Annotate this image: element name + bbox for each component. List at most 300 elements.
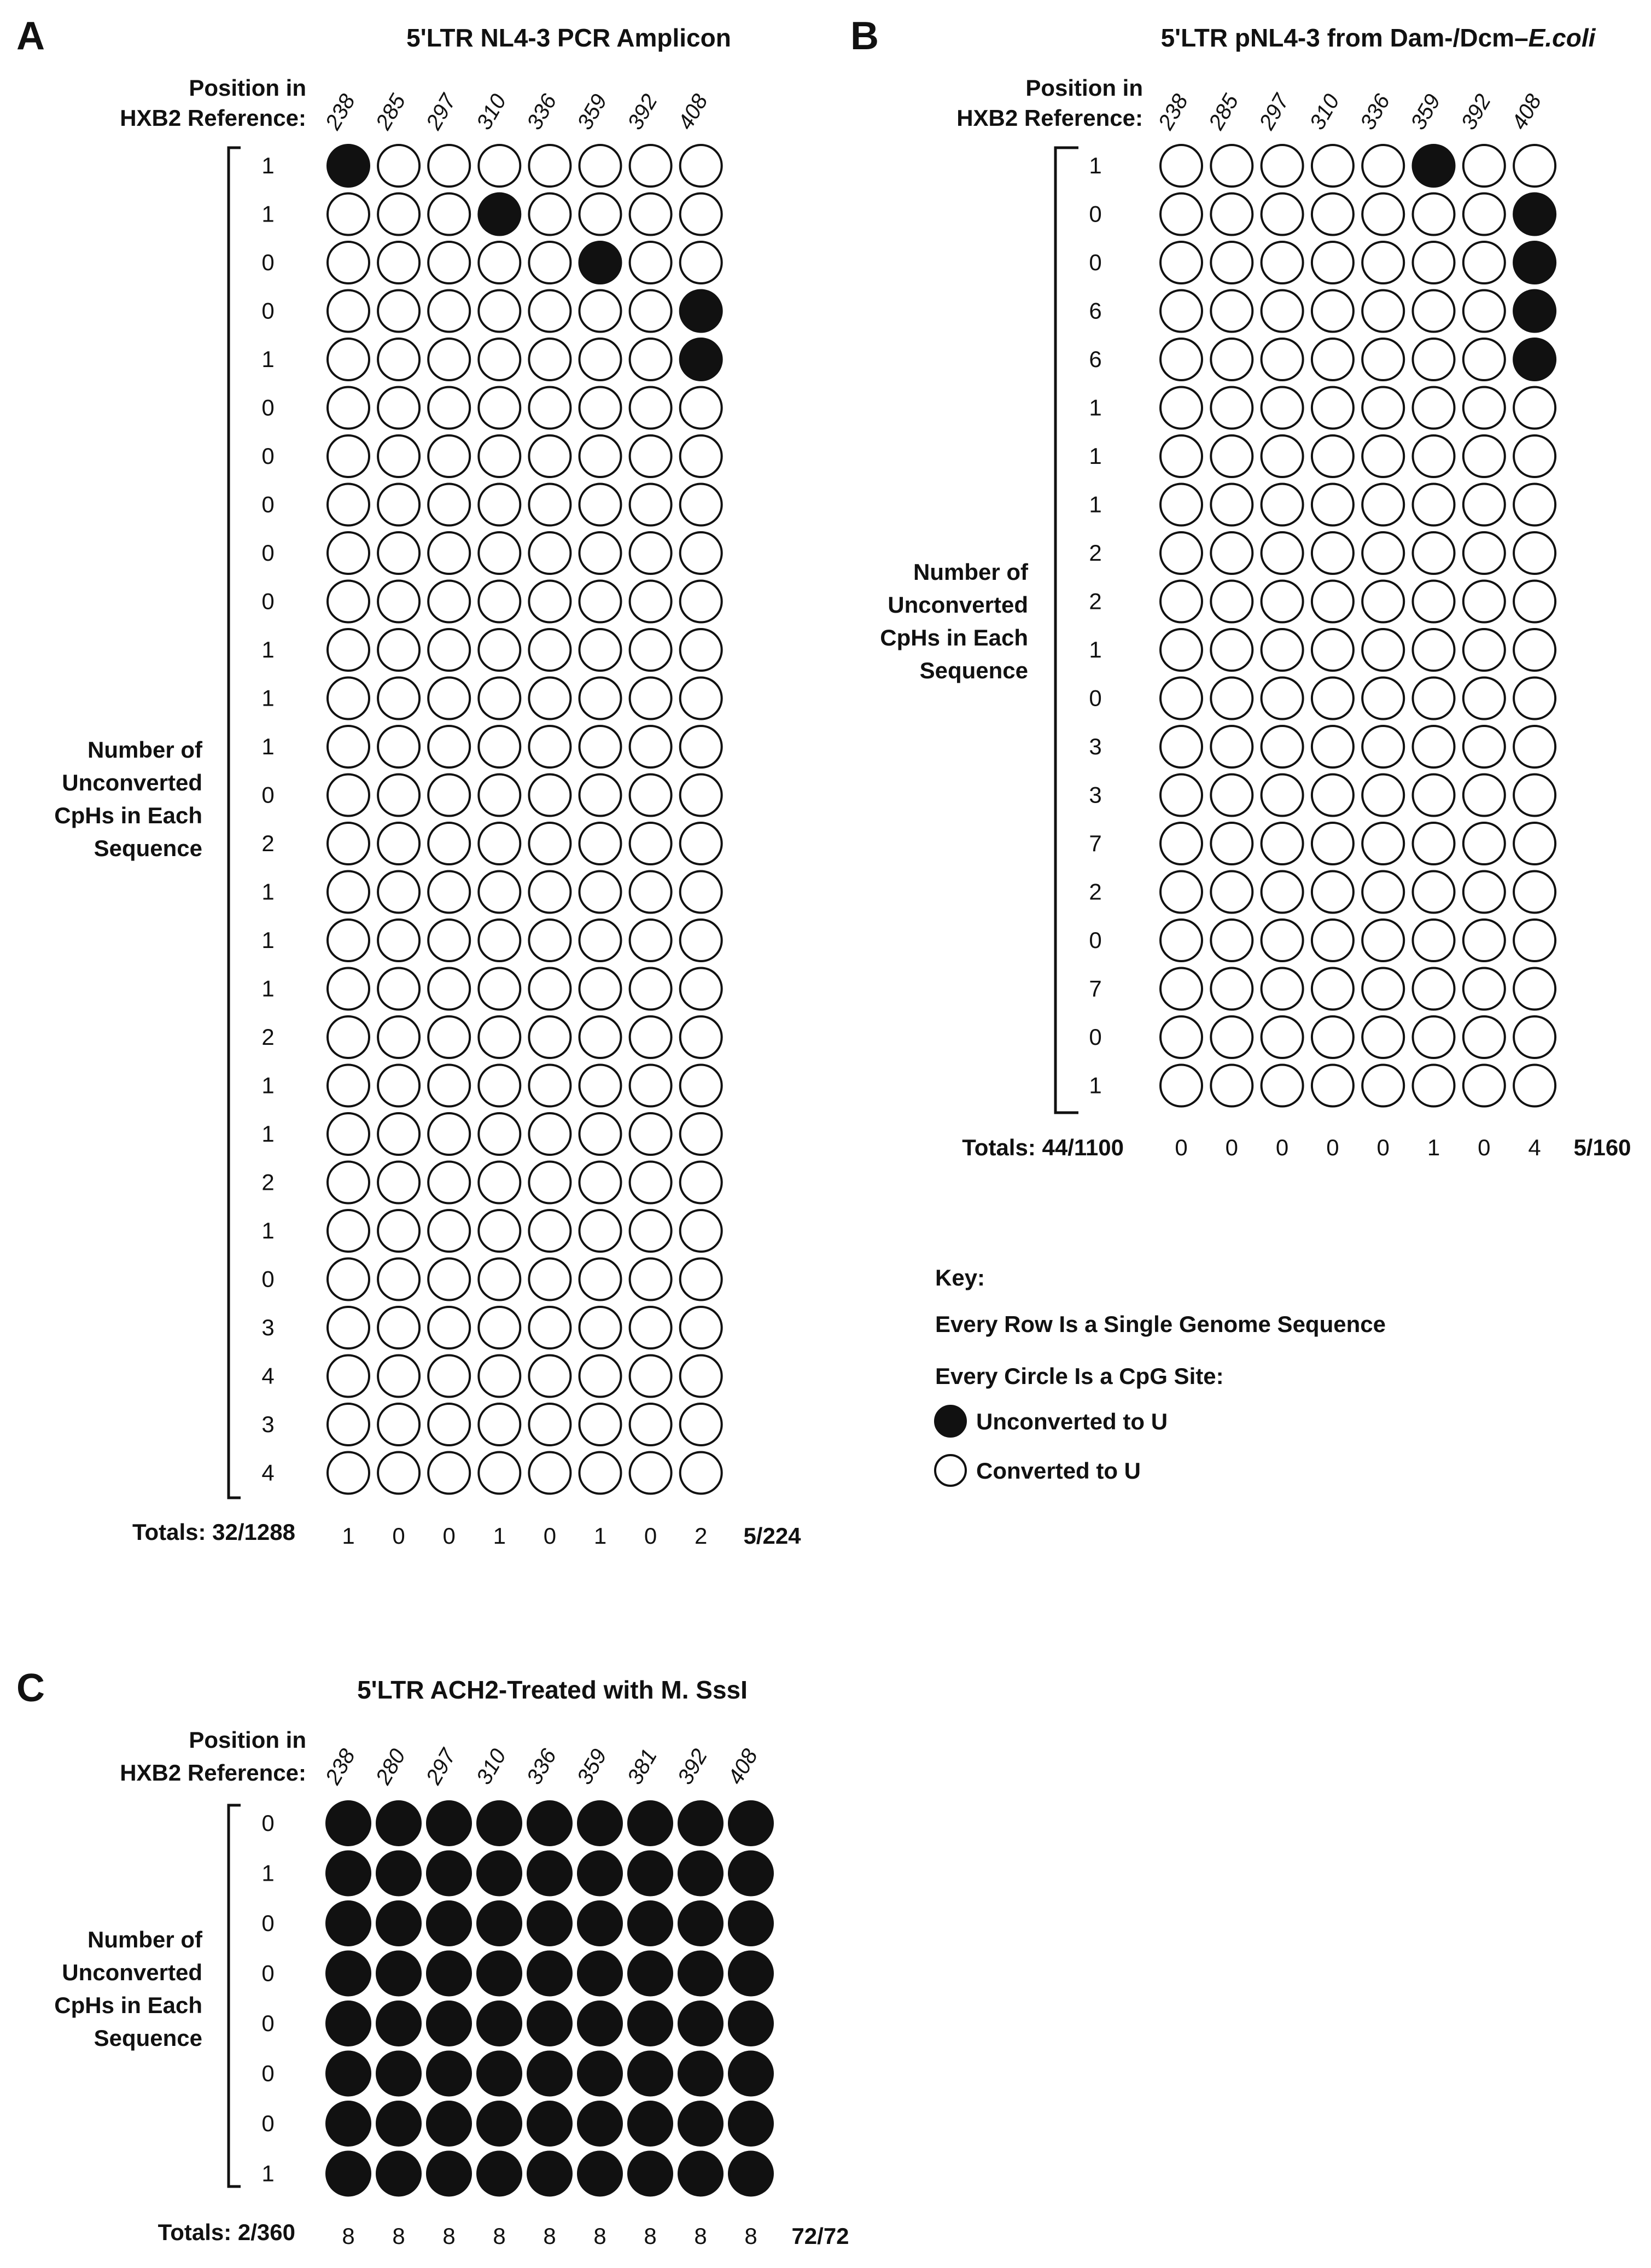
converted-cpg-circle [1262,920,1303,961]
row-counts [1089,153,1101,1098]
converted-cpg-circle [529,194,570,235]
converted-cpg-circle [428,339,470,380]
panel-c [16,1666,849,2249]
legend-line: Every Circle Is a CpG Site: [935,1363,1224,1389]
converted-cpg-circle [680,484,722,526]
converted-cpg-circle [529,145,570,187]
converted-cpg-circle [1312,435,1354,477]
unconverted-cpg-circle [377,2052,421,2096]
position-label: Position in [189,1727,306,1753]
converted-cpg-circle [428,532,470,574]
converted-cpg-circle [479,1065,520,1107]
converted-cpg-circle [479,629,520,671]
converted-cpg-circle [529,581,570,623]
converted-cpg-circle [680,1210,722,1252]
converted-cpg-circle [1312,290,1354,332]
converted-cpg-circle [328,678,369,719]
row-count: 1 [1089,443,1102,469]
converted-cpg-circle [378,1016,419,1058]
converted-cpg-circle [428,1162,470,1203]
converted-cpg-circle [378,194,419,235]
converted-cpg-circle [1160,726,1202,767]
converted-cpg-circle [1514,920,1555,961]
unconverted-cpg-circle [580,242,621,283]
unconverted-cpg-circle [477,1901,521,1945]
unconverted-cpg-circle [326,2052,370,2096]
converted-cpg-circle [630,1452,672,1494]
converted-cpg-circle [1413,726,1455,767]
converted-cpg-circle [1160,775,1202,816]
column-total: 4 [1528,1135,1541,1160]
unconverted-cpg-circle [528,1901,571,1945]
converted-cpg-circle [630,1210,672,1252]
converted-cpg-circle [1514,823,1555,864]
row-count: 1 [261,734,275,759]
unconverted-cpg-circle [578,2002,622,2045]
converted-cpg-circle [1463,339,1505,380]
converted-cpg-circle [479,145,520,187]
row-count: 1 [1089,1072,1102,1098]
grand-total: 5/160 [1573,1135,1631,1160]
converted-cpg-circle [479,678,520,719]
converted-cpg-circle [428,435,470,477]
row-count: 1 [261,1218,275,1243]
converted-cpg-circle [580,435,621,477]
converted-cpg-circle [580,1162,621,1203]
converted-cpg-circle [580,290,621,332]
position-label: 297 [1255,90,1294,134]
converted-cpg-circle [428,968,470,1010]
converted-cpg-circle [1463,968,1505,1010]
converted-cpg-circle [378,1404,419,1445]
totals-label: Totals: 44/1100 [962,1135,1124,1160]
panel-letter: C [16,1666,45,1710]
converted-cpg-circle [1413,1065,1455,1107]
converted-cpg-circle [630,1259,672,1300]
row-bracket [229,148,241,1498]
converted-cpg-circle [630,242,672,283]
converted-cpg-circle [1362,435,1404,477]
unconverted-cpg-circle [477,1801,521,1845]
y-axis-label-line: CpHs in Each [54,802,202,828]
unconverted-cpg-circle [528,2152,571,2196]
converted-cpg-circle [1211,435,1252,477]
converted-cpg-circle [529,435,570,477]
converted-cpg-circle [1413,629,1455,671]
panel-a [16,14,801,1549]
converted-cpg-circle [428,1452,470,1494]
unconverted-cpg-circle [477,2002,521,2045]
unconverted-cpg-circle [477,2102,521,2145]
converted-cpg-circle [630,532,672,574]
converted-cpg-circle [428,484,470,526]
unconverted-cpg-circle [427,2052,471,2096]
converted-cpg-circle [428,242,470,283]
unconverted-cpg-circle [326,1852,370,1895]
converted-cpg-circle [328,1452,369,1494]
column-total: 1 [1427,1135,1440,1160]
converted-cpg-circle [680,1065,722,1107]
column-total: 8 [442,2223,456,2249]
converted-cpg-circle [580,145,621,187]
converted-cpg-circle [378,1113,419,1155]
converted-cpg-circle [328,532,369,574]
row-count: 1 [1089,153,1102,178]
row-count: 1 [1089,394,1102,421]
converted-cpg-circle [580,532,621,574]
converted-cpg-circle [1262,871,1303,913]
y-axis-label [880,559,1029,683]
converted-cpg-circle [1362,678,1404,719]
position-label: HXB2 Reference: [120,1760,306,1786]
unconverted-cpg-circle [729,1901,773,1945]
unconverted-cpg-circle [628,2102,672,2145]
converted-cpg-circle [1211,484,1252,526]
position-label: 359 [573,90,612,134]
row-count: 1 [261,153,275,178]
converted-cpg-circle [328,242,369,283]
converted-cpg-circle [1413,581,1455,623]
converted-cpg-circle [1413,194,1455,235]
row-count: 1 [261,1860,275,1886]
converted-cpg-circle [1362,581,1404,623]
converted-cpg-circle [1362,484,1404,526]
unconverted-cpg-circle [729,1852,773,1895]
y-axis-label-line: Sequence [919,658,1028,683]
unconverted-cpg-circle [578,1801,622,1845]
row-count: 3 [1089,734,1102,759]
converted-cpg-circle [1160,629,1202,671]
converted-cpg-circle [630,629,672,671]
converted-cpg-circle [328,1016,369,1058]
unconverted-cpg-circle [528,2102,571,2145]
converted-cpg-circle [680,1307,722,1348]
row-count: 0 [261,588,275,614]
position-label: 336 [522,90,562,134]
converted-cpg-circle [630,484,672,526]
converted-cpg-circle [1362,968,1404,1010]
unconverted-cpg-circle [326,2152,370,2196]
converted-cpg-circle [580,678,621,719]
position-label: HXB2 Reference: [956,105,1143,131]
y-axis-label-line: Number of [913,559,1028,585]
converted-cpg-circle [1211,387,1252,429]
converted-cpg-circle [529,823,570,864]
unconverted-cpg-circle [679,2102,722,2145]
converted-cpg-circle [529,968,570,1010]
converted-cpg-circle [1312,678,1354,719]
converted-cpg-circle [580,1113,621,1155]
converted-cpg-circle [479,726,520,767]
converted-cpg-circle [378,1162,419,1203]
converted-cpg-circle [680,1259,722,1300]
unconverted-cpg-circle [729,1952,773,1996]
position-label: 408 [673,90,713,134]
converted-cpg-circle [1160,145,1202,187]
unconverted-cpg-circle [679,2002,722,2045]
converted-cpg-circle [1312,629,1354,671]
column-total: 0 [543,1523,557,1549]
unconverted-cpg-circle [679,1801,722,1845]
converted-cpg-circle [529,920,570,961]
converted-cpg-circle [529,1259,570,1300]
converted-cpg-circle [1211,968,1252,1010]
legend-line: Every Row Is a Single Genome Sequence [935,1311,1386,1337]
position-label: 285 [371,90,411,134]
converted-cpg-circle [1362,145,1404,187]
converted-cpg-circle [1362,194,1404,235]
row-count: 1 [261,685,275,711]
unconverted-cpg-circle [729,2102,773,2145]
unconverted-cpg-circle [1514,290,1555,332]
position-label: 392 [1456,90,1496,134]
row-count: 1 [261,201,275,227]
converted-cpg-circle [1262,726,1303,767]
converted-cpg-circle [328,1307,369,1348]
converted-cpg-circle [428,823,470,864]
converted-cpg-circle [1463,678,1505,719]
converted-cpg-circle [680,1016,722,1058]
converted-cpg-circle [1463,484,1505,526]
unconverted-cpg-circle [679,2052,722,2096]
unconverted-cpg-circle [679,1952,722,1996]
converted-cpg-circle [1262,290,1303,332]
position-label: 392 [623,90,662,134]
converted-cpg-circle [479,387,520,429]
column-total: 8 [342,2223,355,2249]
converted-cpg-circle [529,1016,570,1058]
converted-cpg-circle [479,1259,520,1300]
converted-cpg-circle [1362,532,1404,574]
converted-cpg-circle [1362,920,1404,961]
unconverted-cpg-circle [729,1801,773,1845]
position-label: 280 [371,1744,411,1789]
converted-cpg-circle [479,823,520,864]
converted-cpg-circle [378,1307,419,1348]
y-axis-label-line: Number of [87,1927,202,1952]
unconverted-cpg-circle [528,1801,571,1845]
converted-cpg-circle [1463,387,1505,429]
y-axis-label-line: Number of [87,737,202,763]
converted-cpg-circle [680,920,722,961]
converted-cpg-circle [1514,484,1555,526]
converted-cpg-circle [1160,387,1202,429]
unconverted-cpg-circle [679,1852,722,1895]
converted-cpg-circle [580,484,621,526]
converted-cpg-circle [1362,1065,1404,1107]
row-counts [261,1810,274,2186]
converted-cpg-circle [1312,145,1354,187]
position-label: 238 [320,1744,360,1789]
row-count: 0 [1089,685,1102,711]
column-total: 1 [342,1523,355,1549]
converted-cpg-circle [1262,145,1303,187]
panel-b [850,14,1631,1160]
converted-cpg-circle [529,290,570,332]
converted-cpg-circle [1463,145,1505,187]
converted-cpg-circle [1362,242,1404,283]
unconverted-cpg-circle [578,2052,622,2096]
converted-cpg-circle [1262,484,1303,526]
converted-cpg-circle [1312,871,1354,913]
row-count: 6 [1089,298,1102,324]
converted-cpg-circle [378,339,419,380]
position-label: 285 [1204,90,1244,134]
unconverted-cpg-circle [578,1852,622,1895]
converted-cpg-circle [680,1113,722,1155]
y-axis-label [54,1927,203,2051]
converted-cpg-circle [1211,145,1252,187]
row-count: 0 [261,2110,275,2136]
row-count: 0 [261,491,275,517]
unconverted-cpg-circle [427,2152,471,2196]
row-count: 3 [261,1315,275,1340]
converted-cpg-circle [479,775,520,816]
converted-cpg-circle [529,339,570,380]
position-label: 392 [673,1744,713,1789]
converted-cpg-circle [378,1356,419,1397]
converted-cpg-circle [1211,920,1252,961]
converted-cpg-circle [428,145,470,187]
cpg-grid [326,1801,773,2196]
converted-cpg-circle [630,435,672,477]
converted-cpg-circle [1262,1065,1303,1107]
converted-cpg-circle [479,1210,520,1252]
converted-cpg-circle [680,629,722,671]
converted-cpg-circle [680,871,722,913]
row-count: 2 [261,1024,275,1050]
converted-cpg-circle [1463,532,1505,574]
converted-cpg-circle [1362,726,1404,767]
converted-cpg-circle [328,484,369,526]
converted-cpg-circle [1160,581,1202,623]
unconverted-cpg-circle [326,2002,370,2045]
converted-cpg-circle [1211,629,1252,671]
converted-cpg-circle [1413,484,1455,526]
row-count: 0 [261,298,275,324]
unconverted-cpg-circle [679,1901,722,1945]
converted-cpg-circle [1312,968,1354,1010]
unconverted-cpg-circle [427,1801,471,1845]
converted-cpg-circle [428,1307,470,1348]
converted-cpg-circle [378,968,419,1010]
converted-cpg-circle [378,242,419,283]
position-label: 238 [320,90,360,134]
row-count: 7 [1089,830,1102,856]
converted-cpg-circle [328,726,369,767]
converted-cpg-circle [1413,242,1455,283]
converted-cpg-circle [1463,194,1505,235]
converted-cpg-circle [580,1452,621,1494]
unconverted-cpg-circle [477,2152,521,2196]
converted-cpg-circle [580,1065,621,1107]
converted-cpg-circle [1514,678,1555,719]
converted-cpg-circle [328,629,369,671]
legend [935,1265,1386,1486]
converted-cpg-circle [1262,242,1303,283]
panel-title: 5'LTR ACH2-Treated with M. SssI [357,1676,748,1704]
row-count: 1 [261,879,275,905]
converted-cpg-circle [1312,775,1354,816]
converted-cpg-circle [1262,968,1303,1010]
converted-cpg-circle [1312,194,1354,235]
y-axis-label-line: Unconverted [62,1959,202,1985]
converted-cpg-circle [680,194,722,235]
unconverted-cpg-circle [628,1852,672,1895]
converted-cpg-circle [1160,290,1202,332]
row-count: 0 [1089,927,1102,953]
converted-cpg-circle [378,1065,419,1107]
unconverted-cpg-circle [377,2002,421,2045]
unconverted-cpg-circle [679,2152,722,2196]
converted-cpg-circle [630,290,672,332]
converted-cpg-circle [1211,1016,1252,1058]
converted-cpg-circle [428,1356,470,1397]
row-count: 0 [1089,1024,1102,1050]
converted-cpg-circle [1312,387,1354,429]
converted-cpg-circle [1312,1065,1354,1107]
converted-cpg-circle [328,968,369,1010]
column-total: 8 [744,2223,757,2249]
converted-cpg-circle [428,1210,470,1252]
converted-cpg-circle [529,387,570,429]
converted-cpg-circle [1160,823,1202,864]
converted-cpg-circle [580,726,621,767]
converted-cpg-circle [328,920,369,961]
row-count: 1 [261,1072,275,1098]
unconverted-cpg-circle [477,1952,521,1996]
converted-cpg-circle [580,1210,621,1252]
converted-cpg-circle [580,1404,621,1445]
converted-cpg-circle [1362,823,1404,864]
converted-cpg-circle [1362,1016,1404,1058]
row-bracket [229,1805,241,2186]
converted-cpg-circle [428,1404,470,1445]
unconverted-cpg-circle [578,1952,622,1996]
converted-cpg-circle [1312,823,1354,864]
column-total: 0 [1326,1135,1339,1160]
unconverted-cpg-circle [729,2152,773,2196]
converted-cpg-circle [1362,775,1404,816]
converted-cpg-circle [1514,532,1555,574]
totals-label: Totals: 32/1288 [132,1519,295,1545]
position-labels [320,89,713,134]
column-total: 0 [392,1523,405,1549]
y-axis-label [54,737,203,861]
column-total: 1 [493,1523,506,1549]
panel-letter: A [16,14,45,58]
column-total: 0 [1478,1135,1491,1160]
column-total: 8 [694,2223,707,2249]
unconverted-cpg-circle [528,1852,571,1895]
row-bracket [1055,148,1078,1113]
converted-cpg-circle [428,726,470,767]
converted-cpg-circle [529,1404,570,1445]
converted-cpg-circle [1312,532,1354,574]
row-count: 1 [261,346,275,372]
column-total: 8 [392,2223,405,2249]
converted-cpg-circle [680,242,722,283]
panel-title-italic: E.coli [1528,24,1596,52]
unconverted-cpg-circle [680,339,722,380]
column-total: 8 [493,2223,506,2249]
converted-cpg-circle [1160,1065,1202,1107]
converted-cpg-circle [1211,726,1252,767]
column-total: 0 [1175,1135,1188,1160]
converted-cpg-circle [428,194,470,235]
converted-cpg-circle [479,1356,520,1397]
converted-cpg-circle [1312,726,1354,767]
